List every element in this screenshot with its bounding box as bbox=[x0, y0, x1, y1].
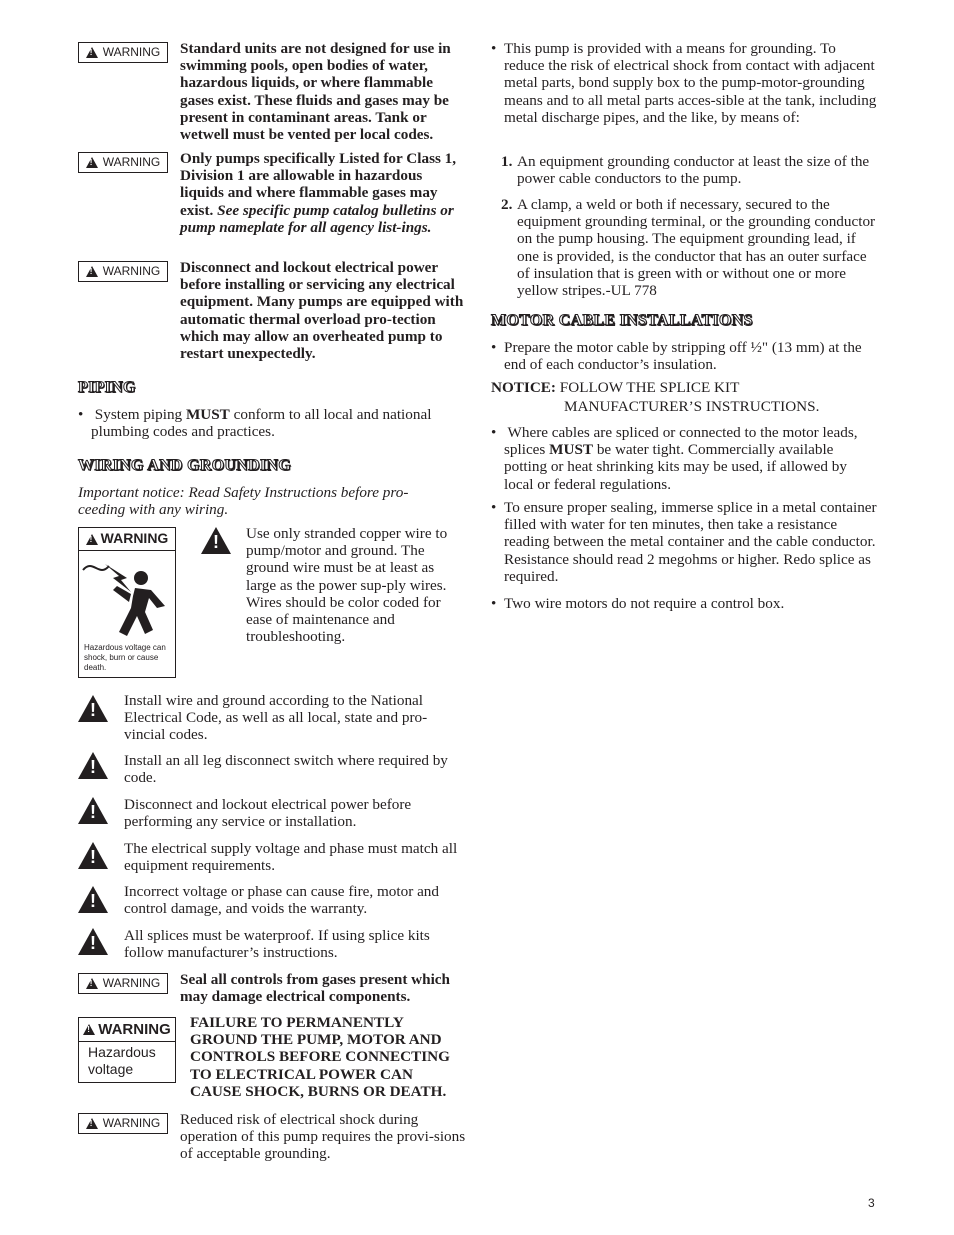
warning-triangle-icon bbox=[201, 527, 231, 554]
warning-triangle-icon bbox=[86, 978, 98, 989]
piping-heading: PIPING bbox=[78, 379, 136, 396]
warning-triangle-icon bbox=[86, 266, 98, 277]
grounding-item-2: 2. A clamp, a weld or both if necessary, secured to the equipment grounding terminal, or the grounding conductor on the pump housing. The equipment grounding lead, if one is provided, is the conductor that has an outer surface of insulation that is green with or without one or more yellow stripes.-UL 778 bbox=[501, 196, 876, 300]
warning-triangle-icon bbox=[86, 47, 98, 58]
piping-bullet: • System piping MUST conform to all local and national plumbing codes and practices. bbox=[78, 406, 464, 440]
wiring-heading: WIRING AND GROUNDING bbox=[78, 457, 292, 474]
motor-cable-bullet: • Prepare the motor cable by stripping off ½" (13 mm) at the end of each conductor’s insulation. bbox=[491, 339, 877, 373]
warning-label: ! WARNING bbox=[78, 42, 168, 63]
splice-kit-notice-line2: MANUFACTURER’S INSTRUCTIONS. bbox=[564, 398, 820, 415]
page-number: 3 bbox=[868, 1196, 875, 1210]
wiring-item: Install wire and ground according to the National Electrical Code, as well as all local, state and pro-vincial codes. bbox=[124, 692, 428, 744]
warning-triangle-icon bbox=[78, 797, 108, 824]
failure-to-ground-warning: FAILURE TO PERMANENTLY GROUND THE PUMP, MOTOR AND CONTROLS BEFORE CONNECTING TO ELECTRICAL POWER CAN CAUSE SHOCK, BURNS OR DEATH. bbox=[190, 1014, 450, 1100]
splice-kit-notice: NOTICE: FOLLOW THE SPLICE KIT bbox=[491, 379, 740, 396]
wiring-important-notice: Important notice: Read Safety Instructions before pro-ceeding with any wiring. bbox=[78, 484, 409, 519]
wiring-item: The electrical supply voltage and phase must match all equipment requirements. bbox=[124, 840, 458, 875]
motor-cable-bullet: • To ensure proper sealing, immerse splice in a metal container filled with water for ten minutes, then take a resistance reading between the metal container and the cable conductor. Resistance should read 2 megohms or higher. Redo splice as required. bbox=[491, 499, 877, 585]
warning-standard-units: Standard units are not designed for use in swimming pools, open bodies of water, hazardous liquids, or where flammable gases exist. These fluids and gases may be present in contaminant areas. Tank or wetwell must be vented per local codes. bbox=[180, 40, 451, 144]
wiring-item: Install an all leg disconnect switch where required by code. bbox=[124, 752, 448, 787]
electric-shock-icon bbox=[79, 552, 175, 642]
warning-triangle-icon bbox=[78, 695, 108, 722]
stranded-copper-wire-text: Use only stranded copper wire to pump/motor and ground. The ground wire must be at least as large as the power sup-ply wires. Wires should be color coded for ease of maintenance and troubleshooting. bbox=[246, 525, 448, 646]
warning-triangle-icon bbox=[78, 886, 108, 913]
hazard-box-caption: Hazardous voltage can shock, burn or cause death. bbox=[84, 643, 166, 672]
warning-triangle-icon bbox=[83, 1024, 95, 1035]
warning-triangle-icon bbox=[86, 534, 98, 545]
warning-label: ! WARNING bbox=[78, 261, 168, 282]
warning-triangle-icon bbox=[78, 842, 108, 869]
motor-cable-heading: MOTOR CABLE INSTALLATIONS bbox=[491, 312, 753, 329]
wiring-item: Disconnect and lockout electrical power before performing any service or installation. bbox=[124, 796, 412, 831]
warning-triangle-icon bbox=[86, 157, 98, 168]
motor-cable-bullet: • Two wire motors do not require a control box. bbox=[491, 595, 877, 612]
warning-label: ! WARNING bbox=[78, 973, 168, 994]
hazardous-voltage-warning-box: ! WARNING Hazardous voltage can shock, burn or cause death. bbox=[78, 527, 176, 678]
warning-triangle-icon bbox=[78, 752, 108, 779]
warning-triangle-icon bbox=[78, 928, 108, 955]
warning-label: ! WARNING bbox=[78, 1113, 168, 1134]
warning-triangle-icon bbox=[86, 1118, 98, 1129]
grounding-item-1: 1. An equipment grounding conductor at least the size of the power cable conductors to the pump. bbox=[501, 153, 870, 188]
reduced-risk-text: Reduced risk of electrical shock during operation of this pump requires the provi-sions of acceptable grounding. bbox=[180, 1111, 466, 1163]
ground-hazard-warning-box: ! WARNING Hazardous voltage bbox=[78, 1017, 176, 1083]
warning-class-1-division-1: Only pumps specifically Listed for Class 1, Division 1 are allowable in hazardous liquids and where flammable gases may exist. See specific pump catalog bulletins or pump nameplate for all agency list-ings. bbox=[180, 150, 457, 236]
wiring-item: All splices must be waterproof. If using splice kits follow manufacturer’s instructions. bbox=[124, 927, 430, 962]
grounding-bullet: • This pump is provided with a means for grounding. To reduce the risk of electrical shock from contact with adjacent metal parts, bond supply box to the pump-motor-grounding means and to all metal parts acces-sible at the tank, including metal discharge pipes, and the like, by means of: bbox=[491, 40, 877, 126]
motor-cable-bullet: • Where cables are spliced or connected to the motor leads, splices MUST be water tight. Commercially available potting or heat shrinking kits may be used, if allowed by local or federal regulations. bbox=[491, 424, 877, 493]
seal-controls-warning: Seal all controls from gases present which may damage electrical components. bbox=[180, 971, 450, 1006]
warning-label: ! WARNING bbox=[78, 152, 168, 173]
warning-disconnect-power: Disconnect and lockout electrical power before installing or servicing any electrical equipment. Many pumps are equipped with automatic thermal overload pro-tection which may allow an overheated pump to restart unexpectedly. bbox=[180, 259, 464, 363]
wiring-item: Incorrect voltage or phase can cause fire, motor and control damage, and voids the warranty. bbox=[124, 883, 439, 918]
